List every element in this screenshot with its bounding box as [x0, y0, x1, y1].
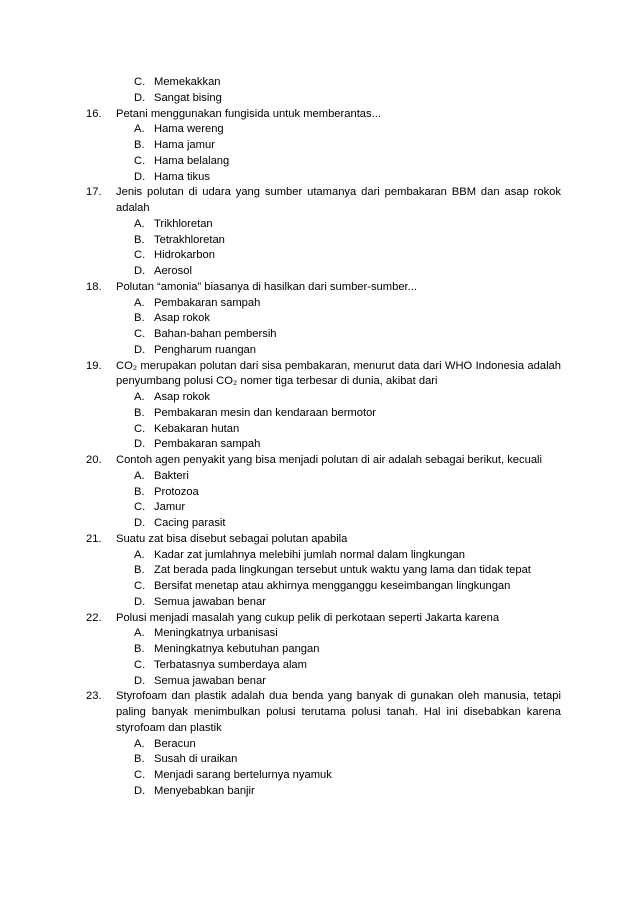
- question-item: [86, 532, 561, 548]
- option-letter: C.: [134, 249, 146, 262]
- option-letter: D.: [134, 91, 146, 104]
- option-text: Menyebabkan banjir: [154, 784, 255, 797]
- answer-option: [86, 75, 561, 91]
- option-letter: C.: [134, 328, 146, 340]
- answer-option: [86, 390, 561, 406]
- option-text: Terbatasnya sumberdaya alam: [154, 658, 307, 671]
- option-text: Kebakaran hutan: [154, 422, 240, 435]
- option-text: Bakteri: [154, 469, 189, 482]
- question-text: Styrofoam dan plastik adalah dua benda yang banyak di gunakan oleh manusia, tetapi paling banyak menimbulkan polusi terutama polusi tanah. Hal ini disebabkan karena styrofoam dan plastik: [116, 690, 561, 734]
- answer-option: [86, 563, 561, 579]
- option-letter: C.: [134, 658, 146, 671]
- option-letter: A.: [134, 548, 145, 561]
- answer-option: [86, 422, 561, 438]
- answer-option: [86, 516, 561, 532]
- answer-option: [86, 768, 561, 784]
- question-number: 16.: [86, 107, 102, 120]
- option-text: Semua jawaban benar: [154, 674, 266, 687]
- option-letter: B.: [134, 485, 145, 498]
- option-text: Meningkatnya urbanisasi: [154, 627, 278, 640]
- option-letter: C.: [134, 154, 146, 167]
- question-item: [86, 453, 561, 469]
- option-letter: D.: [134, 265, 146, 277]
- question-item: [86, 359, 561, 391]
- option-text: Aerosol: [154, 265, 192, 277]
- answer-option: [86, 343, 561, 359]
- question-text: Polusi menjadi masalah yang cukup pelik di perkotaan seperti Jakarta karena: [116, 611, 500, 624]
- question-number: 18.: [86, 280, 102, 293]
- answer-option: [86, 154, 561, 170]
- answer-option: [86, 122, 561, 138]
- question-number: 23.: [86, 690, 102, 703]
- option-text: Tetrakhloretan: [154, 233, 225, 246]
- option-letter: C.: [134, 501, 146, 514]
- answer-option: [86, 485, 561, 501]
- answer-option: [86, 548, 561, 564]
- answer-option: [86, 469, 561, 485]
- question-text: Polutan “amonia” biasanya di hasilkan dari sumber-sumber...: [116, 280, 417, 293]
- option-text: Memekakkan: [154, 76, 221, 88]
- option-text: Pengharum ruangan: [154, 343, 257, 356]
- option-text: Bahan-bahan pembersih: [154, 328, 277, 340]
- answer-option: [86, 658, 561, 674]
- answer-option: [86, 296, 561, 312]
- option-letter: B.: [134, 406, 145, 419]
- question-text: Suatu zat bisa disebut sebagai polutan apabila: [116, 532, 348, 545]
- question-item: [86, 107, 561, 123]
- option-text: Hama belalang: [154, 154, 230, 167]
- question-number: 17.: [86, 186, 102, 199]
- option-text: Zat berada pada lingkungan tersebut untuk waktu yang lama dan tidak tepat: [154, 564, 531, 577]
- option-letter: B.: [134, 233, 145, 246]
- question-number: 19.: [86, 359, 102, 372]
- option-text: Hama wereng: [154, 123, 224, 136]
- answer-option: [86, 327, 561, 343]
- option-text: Meningkatnya kebutuhan pangan: [154, 643, 320, 655]
- question-text: Petani menggunakan fungisida untuk memberantas...: [116, 107, 381, 120]
- option-letter: C.: [134, 769, 146, 781]
- option-text: Asap rokok: [154, 312, 210, 325]
- option-letter: B.: [134, 643, 145, 655]
- answer-option: [86, 311, 561, 327]
- answer-option: [86, 406, 561, 422]
- question-text: Jenis polutan di udara yang sumber utamanya dari pembakaran BBM dan asap rokok adalah: [116, 186, 561, 214]
- option-text: Hama tikus: [154, 170, 210, 183]
- option-text: Sangat bising: [154, 91, 222, 104]
- option-letter: A.: [134, 217, 145, 230]
- answer-option: [86, 674, 561, 690]
- option-text: Jamur: [154, 501, 186, 514]
- answer-option: [86, 233, 561, 249]
- question-item: [86, 185, 561, 217]
- option-letter: D.: [134, 170, 146, 183]
- question-text: Contoh agen penyakit yang bisa menjadi polutan di air adalah sebagai berikut, kecuali: [116, 454, 543, 466]
- option-letter: C.: [134, 76, 146, 88]
- option-text: Bersifat menetap atau akhirnya mengganggu keseimbangan lingkungan: [154, 580, 511, 592]
- option-text: Kadar zat jumlahnya melebihi jumlah normal dalam lingkungan: [154, 548, 465, 561]
- option-text: Pembakaran mesin dan kendaraan bermotor: [154, 406, 377, 419]
- answer-option: [86, 642, 561, 658]
- option-text: Cacing parasit: [154, 517, 226, 529]
- option-letter: A.: [134, 391, 145, 403]
- answer-option: [86, 500, 561, 516]
- option-letter: B.: [134, 564, 145, 577]
- question-text: CO₂ merupakan polutan dari sisa pembakaran, menurut data dari WHO Indonesia adalah penyumbang polusi CO₂ nomer tiga terbesar di dunia, akibat dari: [116, 359, 561, 388]
- option-letter: D.: [134, 517, 146, 529]
- answer-option: [86, 217, 561, 233]
- question-item: [86, 611, 561, 627]
- answer-option: [86, 91, 561, 107]
- option-text: Hidrokarbon: [154, 249, 215, 262]
- answer-option: [86, 170, 561, 186]
- answer-option: [86, 437, 561, 453]
- option-letter: D.: [134, 784, 146, 797]
- option-text: Protozoa: [154, 485, 199, 498]
- question-number: 21.: [86, 532, 102, 545]
- answer-option: [86, 264, 561, 280]
- answer-option: [86, 579, 561, 595]
- option-letter: A.: [134, 296, 145, 309]
- question-list: [86, 75, 561, 800]
- option-letter: A.: [134, 123, 145, 136]
- option-text: Beracun: [154, 737, 196, 750]
- option-letter: C.: [134, 580, 146, 592]
- option-text: Asap rokok: [154, 391, 210, 403]
- option-letter: B.: [134, 753, 145, 766]
- answer-option: [86, 626, 561, 642]
- option-letter: A.: [134, 627, 145, 640]
- option-letter: D.: [134, 438, 146, 451]
- answer-option: [86, 248, 561, 264]
- answer-option: [86, 784, 561, 800]
- option-letter: D.: [134, 595, 146, 608]
- option-letter: A.: [134, 469, 145, 482]
- option-text: Pembakaran sampah: [154, 438, 261, 451]
- option-letter: A.: [134, 737, 145, 750]
- option-text: Semua jawaban benar: [154, 595, 266, 608]
- option-text: Hama jamur: [154, 139, 215, 151]
- option-text: Trikhloretan: [154, 217, 213, 230]
- option-letter: D.: [134, 343, 146, 356]
- question-number: 22.: [86, 611, 102, 624]
- option-letter: C.: [134, 422, 146, 435]
- option-letter: D.: [134, 674, 146, 687]
- answer-option: [86, 138, 561, 154]
- question-number: 20.: [86, 454, 102, 466]
- question-item: [86, 689, 561, 736]
- option-letter: B.: [134, 139, 145, 151]
- option-text: Pembakaran sampah: [154, 296, 261, 309]
- answer-option: [86, 595, 561, 611]
- answer-option: [86, 752, 561, 768]
- question-item: [86, 280, 561, 296]
- option-text: Susah di uraikan: [154, 753, 238, 766]
- answer-option: [86, 737, 561, 753]
- option-text: Menjadi sarang bertelurnya nyamuk: [154, 769, 332, 781]
- option-letter: B.: [134, 312, 145, 325]
